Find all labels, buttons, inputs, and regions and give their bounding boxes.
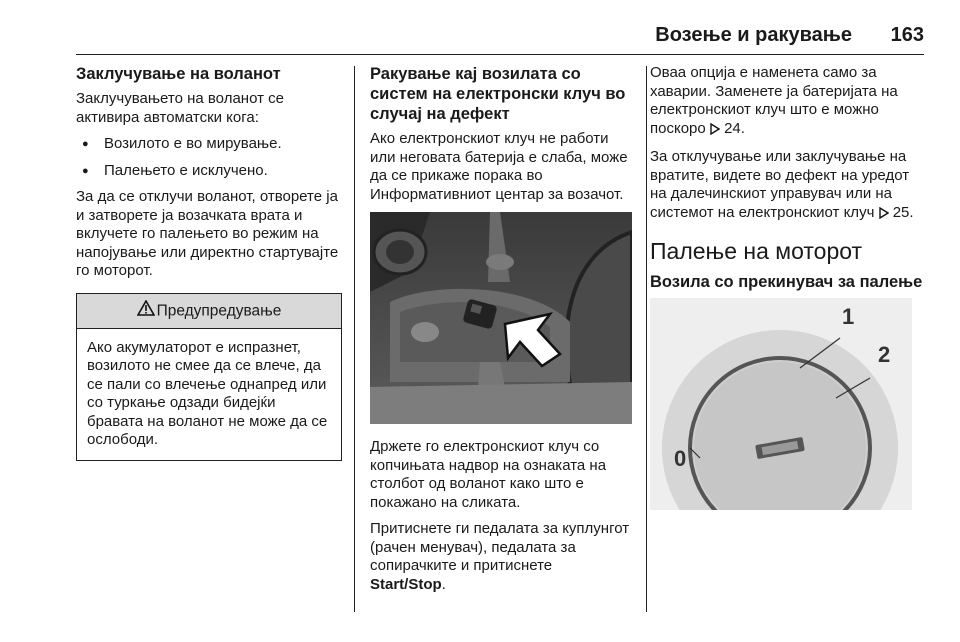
section-heading: Заклучување на воланот: [76, 65, 281, 83]
page-reference: 24: [724, 119, 741, 137]
warning-box: [76, 293, 342, 461]
column-1: [76, 64, 342, 461]
position-label-1: 1: [842, 304, 855, 329]
running-header: Возење и ракување: [655, 24, 852, 46]
page-reference-icon: [710, 122, 720, 141]
warning-body: [77, 329, 341, 460]
start-stop-label: Start/Stop: [370, 575, 442, 593]
section-heading: Палење на моторот: [650, 238, 863, 264]
paragraph: Притиснете ги педалата за куплунгот (рачен менувач), педалата за сопирачките и притиснете Start/Stop.: [370, 520, 630, 593]
paragraph: Држете го електронскиот клуч со копчињата надвор на ознаката на столбот од воланот како што е покажано на сликата.: [370, 438, 607, 511]
page-number: 163: [890, 24, 924, 46]
page-reference-icon: [879, 206, 889, 225]
bullet-list: [76, 135, 342, 180]
list-item: ● Возилото е во мирување.: [76, 135, 342, 154]
section-heading: Ракување кај возилата со систем на електронски клуч во случај на дефект: [370, 65, 626, 123]
column-divider: [354, 66, 355, 612]
warning-text: Ако акумулаторот е испразнет, возилото не смее да се влече, да се пали со влечење однапред или со туркање одзади бидејќи бравата на воланот не може да се ослободи.: [87, 338, 328, 448]
ignition-switch-diagram: [650, 298, 912, 510]
warning-title: Предупредување: [156, 302, 282, 320]
column-3: [650, 64, 926, 510]
position-label-2: 2: [878, 342, 891, 367]
warning-triangle-icon: [137, 300, 155, 323]
header-rule: [76, 54, 924, 55]
list-item: ● Палењето е исклучено.: [76, 162, 342, 181]
steering-column-photo: [370, 212, 632, 424]
column-2: [370, 64, 632, 602]
warning-header: [77, 294, 341, 329]
paragraph: Оваа опција е наменета само за хаварии. Заменете ја батеријата на електронскиот клуч што е можно поскоро 24.: [650, 64, 926, 140]
paragraph: За отклучување или заклучување на вратите, видете во дефект на уредот на далечинскиот управувач или на системот на електронскиот клуч 25.: [650, 148, 926, 224]
sub-heading: Возила со прекинувач за палење: [650, 273, 923, 291]
paragraph: Ако електронскиот клуч не работи или неговата батерија е слаба, може да се прикаже порака во Информативниот центар за возачот.: [370, 130, 628, 203]
paragraph: За да се отклучи воланот, отворете ја и затворете ја возачката врата и вклучете го палењето во режим на напојување или директно стартувајте го моторот.: [76, 188, 339, 279]
page-reference: 25: [892, 203, 910, 221]
paragraph: Заклучувањето на воланот се активира автоматски кога:: [76, 90, 284, 126]
column-divider: [646, 66, 647, 612]
position-label-0: 0: [674, 446, 687, 471]
